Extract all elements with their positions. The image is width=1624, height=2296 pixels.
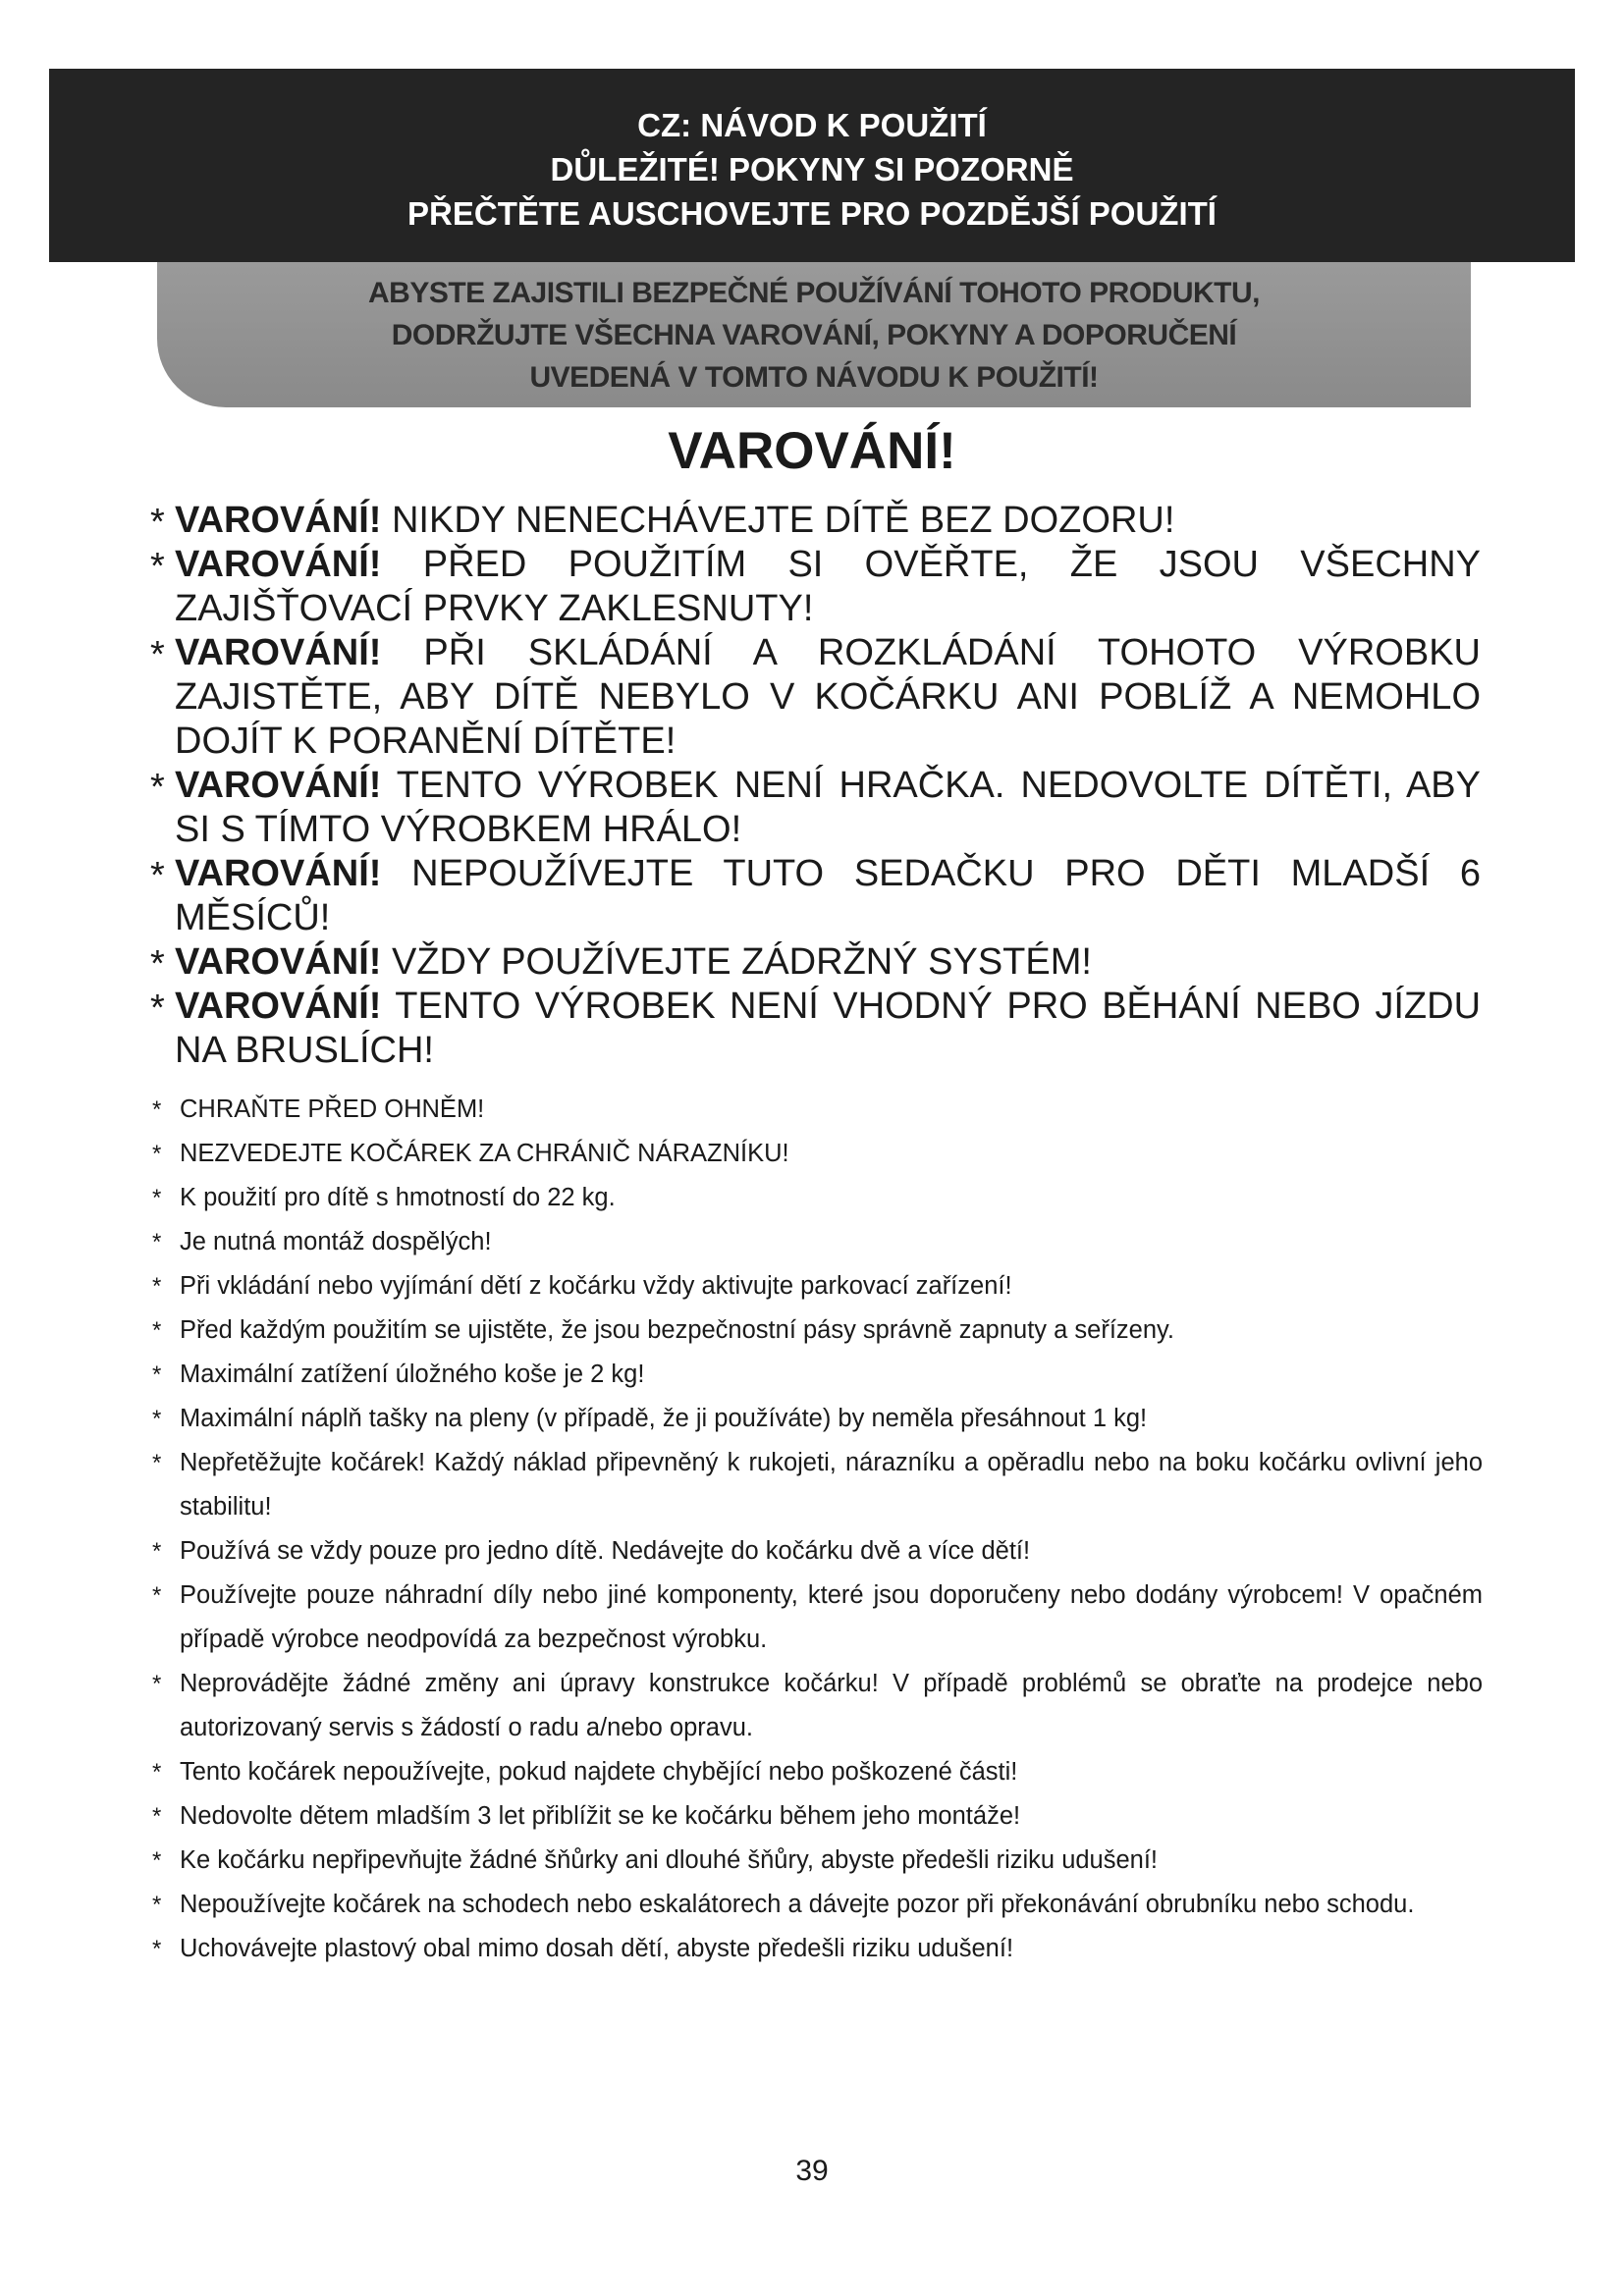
- note-item: [152, 1441, 1483, 1529]
- warning-item: [150, 764, 1481, 852]
- warning-label: VAROVÁNÍ!: [175, 941, 382, 983]
- bullet-star: *: [152, 1096, 162, 1123]
- bullet-star: *: [152, 1671, 162, 1697]
- warning-title: VAROVÁNÍ!: [668, 422, 956, 480]
- note-item: [152, 1132, 1483, 1176]
- note-text: K použití pro dítě s hmotností do 22 kg.: [180, 1184, 616, 1211]
- note-item: [152, 1529, 1483, 1574]
- note-text: Před každým použitím se ujistěte, že jsou bezpečnostní pásy správně zapnuty a seřízeny.: [180, 1316, 1174, 1344]
- banner-line-1: ABYSTE ZAJISTILI BEZPEČNÉ POUŽÍVÁNÍ TOHOTO PRODUKTU,: [368, 276, 1260, 309]
- warning-item: [150, 852, 1481, 940]
- note-item: [152, 1088, 1483, 1132]
- bullet-star: *: [150, 943, 165, 985]
- banner-line-3: UVEDENÁ V TOMTO NÁVODU K POUŽITÍ!: [529, 360, 1099, 394]
- bullet-star: *: [152, 1450, 162, 1476]
- note-item: [152, 1397, 1483, 1441]
- banner-line-2: DODRŽUJTE VŠECHNA VAROVÁNÍ, POKYNY A DOPORUČENÍ: [391, 318, 1237, 351]
- warning-item: [150, 940, 1481, 985]
- warning-label: VAROVÁNÍ!: [175, 853, 382, 894]
- bullet-star: *: [152, 1141, 162, 1167]
- note-item: [152, 1220, 1483, 1264]
- note-text: Neprovádějte žádné změny ani úpravy konstrukce kočárku! V případě problémů se obraťte na prodejce nebo autorizovaný servis s žádostí o radu a/nebo opravu.: [180, 1670, 1483, 1741]
- note-item: [152, 1883, 1483, 1927]
- warning-label: VAROVÁNÍ!: [175, 986, 382, 1027]
- bullet-star: *: [152, 1185, 162, 1211]
- warning-label: VAROVÁNÍ!: [175, 765, 382, 806]
- note-item: [152, 1353, 1483, 1397]
- bullet-star: *: [150, 634, 165, 675]
- note-text: Nepoužívejte kočárek na schodech nebo eskalátorech a dávejte pozor při překonávání obrubníku nebo schodu.: [180, 1891, 1415, 1918]
- warning-label: VAROVÁNÍ!: [175, 632, 382, 673]
- note-item: [152, 1794, 1483, 1839]
- warning-item: [150, 631, 1481, 764]
- bullet-star: *: [152, 1936, 162, 1962]
- note-text: Maximální náplň tašky na pleny (v případě, že ji používáte) by neměla přesáhnout 1 kg!: [180, 1405, 1148, 1432]
- note-item: [152, 1308, 1483, 1353]
- warning-label: VAROVÁNÍ!: [175, 500, 382, 541]
- bullet-star: *: [152, 1892, 162, 1918]
- note-text: Uchovávejte plastový obal mimo dosah dětí, abyste předešli riziku udušení!: [180, 1935, 1014, 1962]
- bullet-star: *: [152, 1538, 162, 1565]
- bullet-star: *: [152, 1759, 162, 1786]
- bullet-star: *: [152, 1803, 162, 1830]
- header-line-1: CZ: NÁVOD K POUŽITÍ: [637, 107, 987, 143]
- warning-list: [150, 499, 1481, 1073]
- note-text: Je nutná montáž dospělých!: [180, 1228, 492, 1255]
- bullet-star: *: [152, 1406, 162, 1432]
- note-text: Používejte pouze náhradní díly nebo jiné komponenty, které jsou doporučeny nebo dodány výrobcem! V opačném případě výrobce neodpovídá za bezpečnost výrobku.: [180, 1581, 1483, 1653]
- note-item: [152, 1176, 1483, 1220]
- bullet-star: *: [152, 1582, 162, 1609]
- note-item: [152, 1574, 1483, 1662]
- note-item: [152, 1839, 1483, 1883]
- bullet-star: *: [150, 546, 165, 587]
- warning-text: PŘED POUŽITÍM SI OVĚŘTE, ŽE JSOU VŠECHNY ZAJIŠŤOVACÍ PRVKY ZAKLESNUTY!: [175, 544, 1481, 629]
- warning-text: NEPOUŽÍVEJTE TUTO SEDAČKU PRO DĚTI MLADŠÍ 6 MĚSÍCŮ!: [175, 853, 1481, 938]
- bullet-star: *: [152, 1847, 162, 1874]
- note-item: [152, 1264, 1483, 1308]
- note-text: CHRAŇTE PŘED OHNĚM!: [180, 1095, 485, 1123]
- note-text: Ke kočárku nepřipevňujte žádné šňůrky ani dlouhé šňůry, abyste předešli riziku udušení!: [180, 1846, 1159, 1874]
- bullet-star: *: [150, 502, 165, 543]
- note-item: [152, 1750, 1483, 1794]
- page-number: 39: [795, 2155, 829, 2187]
- note-text: Při vkládání nebo vyjímání dětí z kočárku vždy aktivujte parkovací zařízení!: [180, 1272, 1012, 1300]
- note-item: [152, 1927, 1483, 1971]
- bullet-star: *: [150, 855, 165, 896]
- warning-label: VAROVÁNÍ!: [175, 544, 382, 585]
- warning-item: [150, 543, 1481, 631]
- bullet-star: *: [152, 1229, 162, 1255]
- note-text: Nepřetěžujte kočárek! Každý náklad připevněný k rukojeti, nárazníku a opěradlu nebo na boku kočárku ovlivní jeho stabilitu!: [180, 1449, 1483, 1521]
- warning-text: VŽDY POUŽÍVEJTE ZÁDRŽNÝ SYSTÉM!: [391, 941, 1092, 983]
- warning-text: PŘI SKLÁDÁNÍ A ROZKLÁDÁNÍ TOHOTO VÝROBKU ZAJISTĚTE, ABY DÍTĚ NEBYLO V KOČÁRKU ANI POBLÍŽ A NEMOHLO DOJÍT K PORANĚNÍ DÍTĚTE!: [175, 632, 1481, 762]
- warning-text: TENTO VÝROBEK NENÍ HRAČKA. NEDOVOLTE DÍTĚTI, ABY SI S TÍMTO VÝROBKEM HRÁLO!: [175, 765, 1481, 850]
- note-text: Tento kočárek nepoužívejte, pokud najdete chybějící nebo poškozené části!: [180, 1758, 1018, 1786]
- bullet-star: *: [152, 1317, 162, 1344]
- notes-list: [152, 1088, 1483, 1971]
- header-line-3: PŘEČTĚTE AUSCHOVEJTE PRO POZDĚJŠÍ POUŽITÍ: [407, 195, 1217, 232]
- safety-banner: [157, 262, 1471, 407]
- note-text: Nedovolte dětem mladším 3 let přiblížit se ke kočárku během jeho montáže!: [180, 1802, 1021, 1830]
- document-header: [49, 69, 1575, 262]
- bullet-star: *: [152, 1273, 162, 1300]
- note-item: [152, 1662, 1483, 1750]
- note-text: Používá se vždy pouze pro jedno dítě. Nedávejte do kočárku dvě a více dětí!: [180, 1537, 1031, 1565]
- note-text: NEZVEDEJTE KOČÁREK ZA CHRÁNIČ NÁRAZNÍKU!: [180, 1140, 789, 1167]
- warning-text: NIKDY NENECHÁVEJTE DÍTĚ BEZ DOZORU!: [391, 500, 1175, 541]
- header-line-2: DŮLEŽITÉ! POKYNY SI POZORNĚ: [550, 151, 1074, 187]
- warning-item: [150, 985, 1481, 1073]
- bullet-star: *: [152, 1362, 162, 1388]
- bullet-star: *: [150, 988, 165, 1029]
- warning-text: TENTO VÝROBEK NENÍ VHODNÝ PRO BĚHÁNÍ NEBO JÍZDU NA BRUSLÍCH!: [175, 986, 1482, 1071]
- warning-item: [150, 499, 1481, 543]
- note-text: Maximální zatížení úložného koše je 2 kg!: [180, 1361, 645, 1388]
- bullet-star: *: [150, 767, 165, 808]
